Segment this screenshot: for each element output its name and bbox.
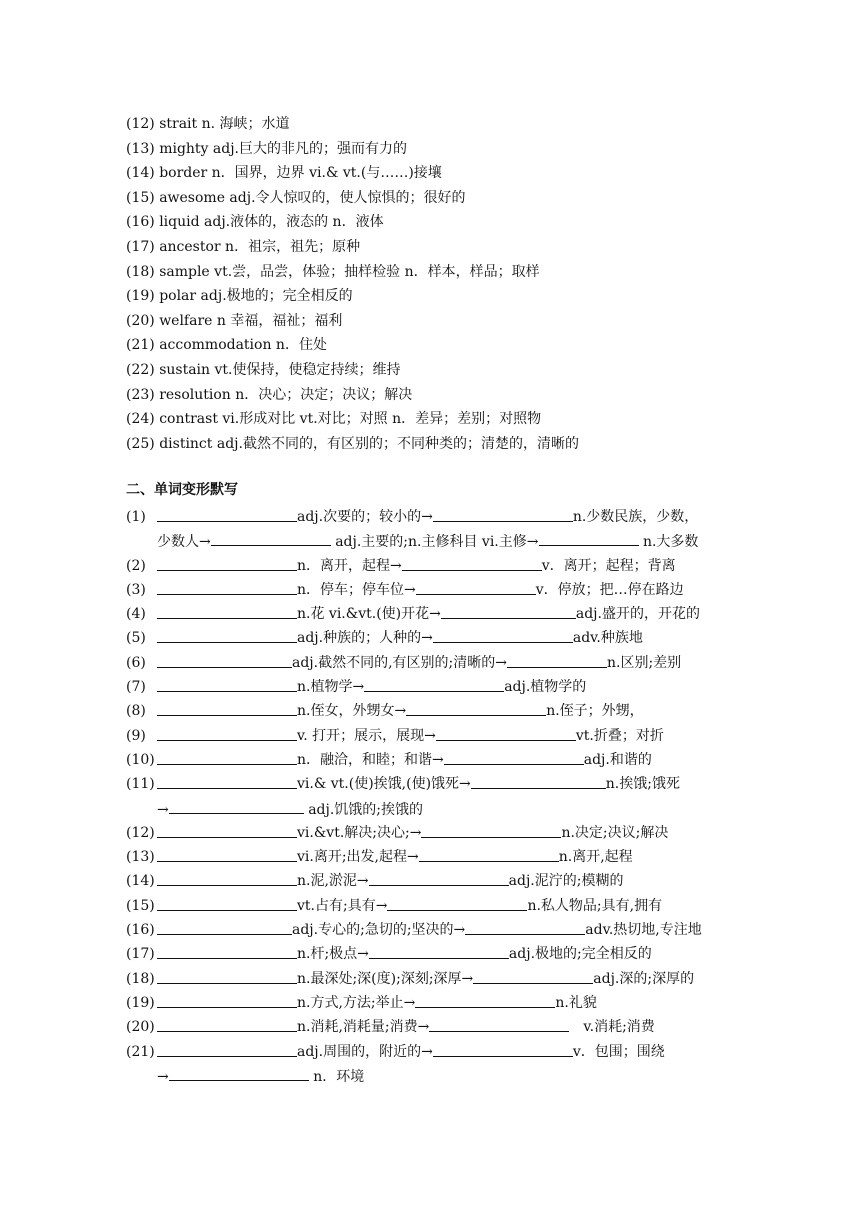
- exercise-text: adj.极地的;完全相反的: [508, 946, 652, 963]
- answer-blank[interactable]: [157, 748, 297, 765]
- exercise-text: n.方式,方法;举止→: [297, 994, 416, 1011]
- answer-blank[interactable]: [402, 554, 542, 571]
- exercise-text: n.礼貌: [555, 994, 597, 1011]
- answer-blank[interactable]: [157, 699, 297, 716]
- exercise-text: n.离开,起程: [558, 849, 633, 866]
- answer-blank[interactable]: [157, 578, 297, 595]
- exercise-text: adj.主要的;n.主修科目 vi.主修→: [335, 534, 539, 551]
- exercise-text: n.决定;决议;解决: [561, 824, 669, 841]
- answer-blank[interactable]: [465, 918, 585, 935]
- exercise-text: vi.离开;出发,起程→: [297, 849, 419, 866]
- vocab-entry: (13) mighty adj.巨大的非凡的；强而有力的: [126, 140, 408, 157]
- exercise-text: n.花 vi.&vt.(使)开花→: [297, 606, 441, 623]
- vocab-entry: (15) awesome adj.令人惊叹的，使人惊惧的；很好的: [126, 189, 466, 206]
- exercise-text: n．离开，起程→: [297, 557, 402, 574]
- exercise-row: [126, 894, 741, 918]
- answer-blank[interactable]: [415, 991, 555, 1008]
- answer-blank[interactable]: [157, 918, 292, 935]
- exercise-row: [126, 699, 741, 723]
- exercise-text: v. 打开；展示，展现→: [297, 727, 436, 744]
- exercise-row: [126, 942, 741, 966]
- answer-blank[interactable]: [387, 894, 527, 911]
- exercise-text: v．包围；围绕: [572, 1043, 665, 1060]
- exercise-row: [126, 675, 741, 699]
- answer-blank[interactable]: [157, 505, 297, 522]
- section-title: 二、单词变形默写: [126, 482, 238, 498]
- exercise-number: (11): [126, 776, 155, 793]
- exercise-row: [126, 821, 741, 845]
- answer-blank[interactable]: [436, 724, 576, 741]
- exercise-text: n．环境: [313, 1068, 365, 1085]
- exercise-number: (19): [126, 994, 155, 1011]
- exercise-text: vi.&vt.解决;决心;→: [297, 824, 422, 841]
- exercise-row: [126, 651, 741, 675]
- exercise-text: n.最深处;深(度);深刻;深厚→: [297, 970, 474, 987]
- exercise-text: v.消耗;消费: [583, 1019, 655, 1036]
- exercise-number: (21): [126, 1043, 155, 1060]
- answer-blank[interactable]: [157, 724, 297, 741]
- vocabulary-list: [126, 112, 746, 456]
- exercise-text: adj.截然不同的,有区别的;清晰的→: [292, 654, 507, 671]
- exercise-text: n.泥,淤泥→: [297, 873, 369, 890]
- exercise-number: (13): [126, 849, 155, 866]
- exercise-row: [126, 578, 741, 602]
- vocab-entry: (18) sample vt.尝，品尝，体验；抽样检验 n．样本，样品；取样: [126, 263, 540, 280]
- answer-blank[interactable]: [433, 505, 573, 522]
- exercise-number: (14): [126, 873, 155, 890]
- vocab-entry: (25) distinct adj.截然不同的，有区别的；不同种类的；清楚的，清晰的: [126, 435, 579, 452]
- answer-blank[interactable]: [157, 967, 297, 984]
- exercise-number: (18): [126, 970, 155, 987]
- exercise-text: adv.热切地,专注地: [585, 922, 702, 939]
- exercise-number: (4): [126, 606, 146, 623]
- exercise-text: n.杆;极点→: [297, 946, 369, 963]
- answer-blank[interactable]: [539, 529, 639, 546]
- exercise-text: adj.盛开的，开花的: [575, 606, 700, 623]
- vocab-entry: (12) strait n. 海峡；水道: [126, 116, 290, 132]
- exercise-number: (12): [126, 824, 155, 841]
- exercise-continuation: [126, 1064, 741, 1088]
- answer-blank[interactable]: [169, 797, 304, 814]
- exercise-row: [126, 1040, 741, 1064]
- vocab-entry: (16) liquid adj.液体的，液态的 n．液体: [126, 214, 384, 231]
- answer-blank[interactable]: [157, 821, 297, 838]
- exercise-number: (17): [126, 946, 155, 963]
- exercise-text: →: [157, 801, 169, 818]
- exercise-text: n．停车；停车位→: [297, 581, 416, 598]
- answer-blank[interactable]: [169, 1064, 309, 1081]
- exercise-text: adj.泥泞的;模糊的: [508, 873, 624, 890]
- answer-blank[interactable]: [364, 675, 504, 692]
- exercise-text: n.侄子；外甥，: [546, 703, 644, 720]
- exercise-text: adv.种族地: [572, 630, 643, 647]
- exercise-text: adj.次要的；较小的→: [297, 509, 433, 525]
- exercise-text: n.少数民族，少数，: [572, 509, 699, 525]
- exercise-number: (15): [126, 897, 155, 914]
- answer-blank[interactable]: [429, 1015, 569, 1032]
- exercise-number: (9): [126, 727, 146, 744]
- answer-blank[interactable]: [416, 578, 536, 595]
- exercise-text: n.植物学→: [297, 679, 365, 696]
- exercise-row: [126, 505, 741, 529]
- vocab-entry: (23) resolution n．决心；决定；决议；解决: [126, 386, 413, 403]
- exercise-text: adj.周围的，附近的→: [297, 1043, 433, 1060]
- answer-blank[interactable]: [369, 942, 509, 959]
- exercise-text: adj.种族的；人种的→: [297, 630, 433, 647]
- answer-blank[interactable]: [406, 699, 546, 716]
- exercise-text: adj.植物学的: [504, 679, 587, 696]
- exercise-row: [126, 554, 741, 578]
- exercise-row: [126, 602, 741, 626]
- exercise-text: 少数人→: [157, 534, 211, 551]
- answer-blank[interactable]: [211, 529, 331, 546]
- exercise-text: v．停放；把…停在路边: [535, 581, 684, 598]
- exercise-text: vt.占有;具有→: [297, 897, 388, 914]
- answer-blank[interactable]: [157, 675, 297, 692]
- exercise-number: (20): [126, 1019, 155, 1036]
- answer-blank[interactable]: [441, 602, 576, 619]
- exercise-text: adj.和谐的: [583, 751, 652, 768]
- exercise-list: [126, 505, 741, 1088]
- exercise-text: n.消耗,消耗量;消费→: [297, 1019, 430, 1036]
- exercise-row: [126, 918, 741, 942]
- answer-blank[interactable]: [421, 821, 561, 838]
- answer-blank[interactable]: [157, 845, 297, 862]
- exercise-row: [126, 772, 741, 796]
- exercise-number: (1): [126, 509, 146, 525]
- answer-blank[interactable]: [157, 651, 292, 668]
- exercise-text: adj.饥饿的;挨饿的: [308, 801, 424, 818]
- exercise-number: (5): [126, 630, 146, 647]
- exercise-text: v．离开；起程；背离: [541, 557, 676, 574]
- exercise-continuation: [126, 797, 741, 821]
- exercise-row: [126, 626, 741, 650]
- answer-blank[interactable]: [157, 554, 297, 571]
- answer-blank[interactable]: [157, 991, 297, 1008]
- exercise-number: (6): [126, 654, 146, 671]
- exercise-number: (2): [126, 557, 146, 574]
- exercise-text: n．融洽，和睦；和谐→: [297, 751, 444, 768]
- exercise-text: n.区别;差别: [607, 654, 682, 671]
- exercise-row: [126, 869, 741, 893]
- vocab-entry: (17) ancestor n．祖宗，祖先；原种: [126, 238, 361, 255]
- exercise-text: vi.& vt.(使)挨饿,(使)饿死→: [297, 776, 471, 793]
- exercise-number: (3): [126, 581, 146, 598]
- answer-blank[interactable]: [157, 1040, 297, 1057]
- vocab-entry: (22) sustain vt.使保持，使稳定持续；维持: [126, 361, 401, 378]
- exercise-continuation: [126, 529, 741, 553]
- exercise-row: [126, 845, 741, 869]
- answer-blank[interactable]: [369, 869, 509, 886]
- exercise-number: (7): [126, 679, 146, 696]
- answer-blank[interactable]: [157, 869, 297, 886]
- answer-blank[interactable]: [157, 772, 297, 789]
- answer-blank[interactable]: [471, 772, 606, 789]
- answer-blank[interactable]: [157, 1015, 297, 1032]
- exercise-number: (10): [126, 751, 155, 768]
- answer-blank[interactable]: [444, 748, 584, 765]
- answer-blank[interactable]: [507, 651, 607, 668]
- exercise-number: (8): [126, 703, 146, 720]
- exercise-row: [126, 991, 741, 1015]
- exercise-row: [126, 748, 741, 772]
- exercise-text: n.侄女，外甥女→: [297, 703, 407, 720]
- answer-blank[interactable]: [473, 967, 593, 984]
- exercise-text: vt.折叠；对折: [575, 727, 664, 744]
- exercise-text: →: [157, 1068, 169, 1085]
- exercise-text: adj.专心的;急切的;坚决的→: [292, 922, 466, 939]
- answer-blank[interactable]: [433, 626, 573, 643]
- vocab-entry: (21) accommodation n．住处: [126, 337, 327, 354]
- answer-blank[interactable]: [157, 942, 297, 959]
- vocab-entry: (24) contrast vi.形成对比 vt.对比；对照 n．差异；差别；对照物: [126, 411, 542, 428]
- answer-blank[interactable]: [157, 894, 297, 911]
- vocab-entry: (20) welfare n 幸福，福祉；福利: [126, 312, 343, 329]
- exercise-number: (16): [126, 922, 155, 939]
- exercise-text: adj.深的;深厚的: [593, 970, 695, 987]
- exercise-row: [126, 967, 741, 991]
- vocab-entry: (14) border n．国界，边界 vi.& vt.(与……)接壤: [126, 165, 442, 182]
- exercise-row: [126, 1015, 741, 1039]
- vocab-entry: (19) polar adj.极地的；完全相反的: [126, 288, 353, 305]
- answer-blank[interactable]: [419, 845, 559, 862]
- exercise-text: n.私人物品;具有,拥有: [527, 897, 663, 914]
- exercise-text: n.挨饿;饿死: [605, 776, 680, 793]
- exercise-row: [126, 724, 741, 748]
- answer-blank[interactable]: [157, 626, 297, 643]
- exercise-text: n.大多数: [642, 534, 699, 551]
- answer-blank[interactable]: [157, 602, 297, 619]
- answer-blank[interactable]: [433, 1040, 573, 1057]
